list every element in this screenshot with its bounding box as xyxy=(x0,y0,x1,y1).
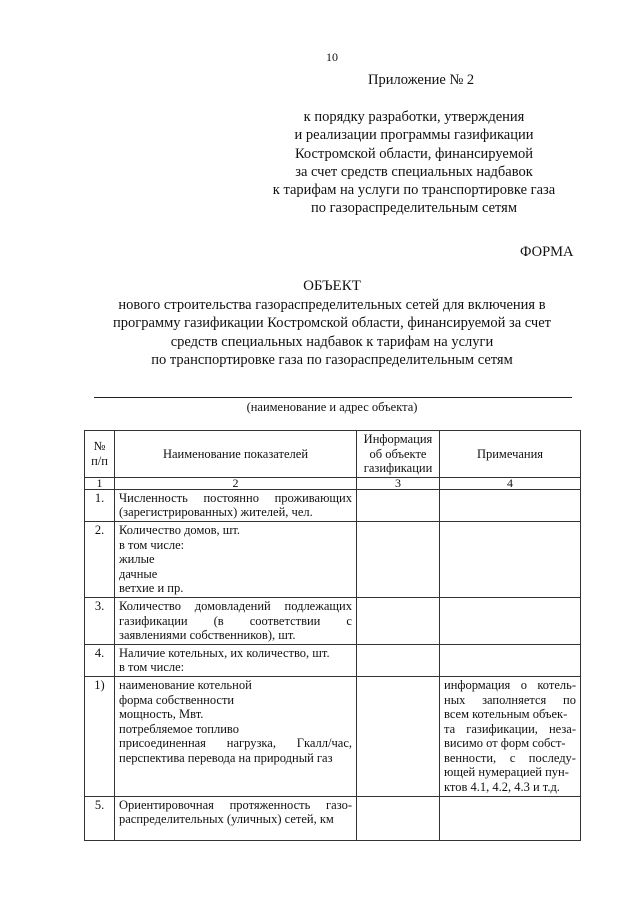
header-notes: Примечания xyxy=(440,431,581,478)
header-num: № п/п xyxy=(85,431,115,478)
indicators-table xyxy=(84,430,581,841)
text-line: в том числе: xyxy=(119,537,185,552)
text-line: потребляемое топливо xyxy=(119,721,239,736)
text-line: распределительных (уличных) сетей, км xyxy=(119,812,334,827)
justified-line xyxy=(444,751,576,766)
word: (в xyxy=(213,613,224,628)
info-cell[interactable] xyxy=(357,597,440,644)
object-name-caption: (наименование и адрес объекта) xyxy=(246,400,418,414)
word: постоянно xyxy=(203,490,259,505)
text-line: мощность, Мвт. xyxy=(119,707,204,722)
column-number: 4 xyxy=(440,477,581,489)
notes-cell xyxy=(440,489,581,521)
text-line: наименование котельной xyxy=(119,677,252,692)
notes-cell xyxy=(440,796,581,840)
table-row xyxy=(85,796,581,840)
object-name-line xyxy=(94,397,572,398)
appendix-title: Приложение № 2 xyxy=(368,72,475,88)
column-numbers-row xyxy=(85,477,581,489)
info-cell[interactable] xyxy=(357,796,440,840)
row-number: 3. xyxy=(85,597,115,644)
word: газо- xyxy=(326,797,352,812)
indicator-name xyxy=(115,644,357,676)
justified-line xyxy=(444,678,576,693)
table-row xyxy=(85,597,581,644)
form-label: ФОРМА xyxy=(520,244,574,260)
row-number: 1) xyxy=(85,676,115,796)
word: заполняется xyxy=(482,692,547,707)
table-row xyxy=(85,676,581,796)
subtitle-line: средств специальных надбавок к тарифам на услуги xyxy=(170,333,494,350)
note-line: по газораспределительным сетям xyxy=(310,200,518,217)
document-subtitle xyxy=(60,296,604,370)
word: о xyxy=(520,677,527,692)
justified-line xyxy=(119,614,352,629)
word: котель- xyxy=(537,677,576,692)
info-cell[interactable] xyxy=(357,489,440,521)
word: висимо от форм собст- xyxy=(444,736,566,751)
word: проживающих xyxy=(274,490,352,505)
notes-cell xyxy=(440,597,581,644)
word: с xyxy=(509,750,516,765)
word: всем котельным объек- xyxy=(444,707,568,722)
appendix-note xyxy=(250,108,578,218)
header-name: Наименование показателей xyxy=(115,431,357,478)
notes-cell xyxy=(440,644,581,676)
note-line: к порядку разработки, утверждения xyxy=(303,109,525,125)
note-line: и реализации программы газификации xyxy=(294,127,534,144)
justified-line xyxy=(444,736,576,751)
table-row xyxy=(85,521,581,597)
word: та xyxy=(444,721,456,736)
justified-line xyxy=(119,491,352,506)
word: Ориентировочная xyxy=(119,797,214,812)
text-line: ветхие и пр. xyxy=(119,581,184,596)
word: присоединенная xyxy=(119,736,206,751)
justified-line xyxy=(119,599,352,614)
note-line: Костромской области, финансируемой xyxy=(294,145,534,162)
word: Численность xyxy=(119,490,188,505)
text-line: ктов 4.1, 4.2, 4.3 и т.д. xyxy=(444,780,560,795)
justified-line xyxy=(444,765,576,780)
document-title: ОБЪЕКТ xyxy=(303,278,361,294)
indicator-name xyxy=(115,521,357,597)
word: информация xyxy=(444,677,511,692)
word: ных xyxy=(444,692,466,707)
justified-line xyxy=(119,736,352,751)
note-line: к тарифам на услуги по транспортировке газа xyxy=(272,182,556,199)
word: с xyxy=(346,613,352,628)
notes-cell xyxy=(440,676,581,796)
word: протяженность xyxy=(229,797,311,812)
word: газификации, xyxy=(466,721,538,736)
note-line: за счет средств специальных надбавок xyxy=(295,163,533,180)
word: домовладений xyxy=(194,598,271,613)
subtitle-line: программу газификации Костромской области, финансируемой за счет xyxy=(113,315,551,332)
word: газификации xyxy=(119,613,188,628)
row-number: 4. xyxy=(85,644,115,676)
word: последу- xyxy=(528,750,576,765)
word: неза- xyxy=(548,721,576,736)
text-line: дачные xyxy=(119,566,158,581)
indicator-name xyxy=(115,597,357,644)
text-line: (зарегистрированных) жителей, чел. xyxy=(119,505,313,520)
info-cell[interactable] xyxy=(357,676,440,796)
subtitle-line: по транспортировке газа по газораспределительным сетям xyxy=(151,352,513,369)
row-number: 1. xyxy=(85,489,115,521)
row-number: 2. xyxy=(85,521,115,597)
word: соответствии xyxy=(249,613,321,628)
notes-cell xyxy=(440,521,581,597)
word: ющей нумерацией пун- xyxy=(444,765,569,780)
text-line: перспектива перевода на природный газ xyxy=(119,750,333,765)
table-header-row xyxy=(85,431,581,478)
word: подлежащих xyxy=(284,598,352,613)
word: Количество xyxy=(119,598,181,613)
word: по xyxy=(563,692,576,707)
subtitle-line: нового строительства газораспределительных сетей для включения в xyxy=(118,297,546,313)
text-line: жилые xyxy=(119,552,155,567)
justified-line xyxy=(119,798,352,813)
text-line: Количество домов, шт. xyxy=(119,522,241,537)
word: венности, xyxy=(444,750,497,765)
text-line: в том числе: xyxy=(119,660,185,675)
text-line: Наличие котельных, их количество, шт. xyxy=(119,645,330,660)
word: нагрузка, xyxy=(226,736,276,751)
column-number: 2 xyxy=(115,477,357,489)
indicator-name xyxy=(115,676,357,796)
indicator-name xyxy=(115,796,357,840)
column-number: 1 xyxy=(85,477,115,489)
header-info: Информация об объекте газификации xyxy=(357,431,440,478)
table-row xyxy=(85,489,581,521)
text-line: заявлениями собственников), шт. xyxy=(119,628,296,643)
indicator-name xyxy=(115,489,357,521)
row-number: 5. xyxy=(85,796,115,840)
justified-line xyxy=(444,693,576,708)
word: Гкалл/час, xyxy=(296,736,352,751)
info-cell[interactable] xyxy=(357,521,440,597)
table-row xyxy=(85,644,581,676)
text-line: форма собственности xyxy=(119,692,235,707)
justified-line xyxy=(444,722,576,737)
info-cell[interactable] xyxy=(357,644,440,676)
column-number: 3 xyxy=(357,477,440,489)
page-number: 10 xyxy=(326,50,338,64)
justified-line xyxy=(444,707,576,722)
